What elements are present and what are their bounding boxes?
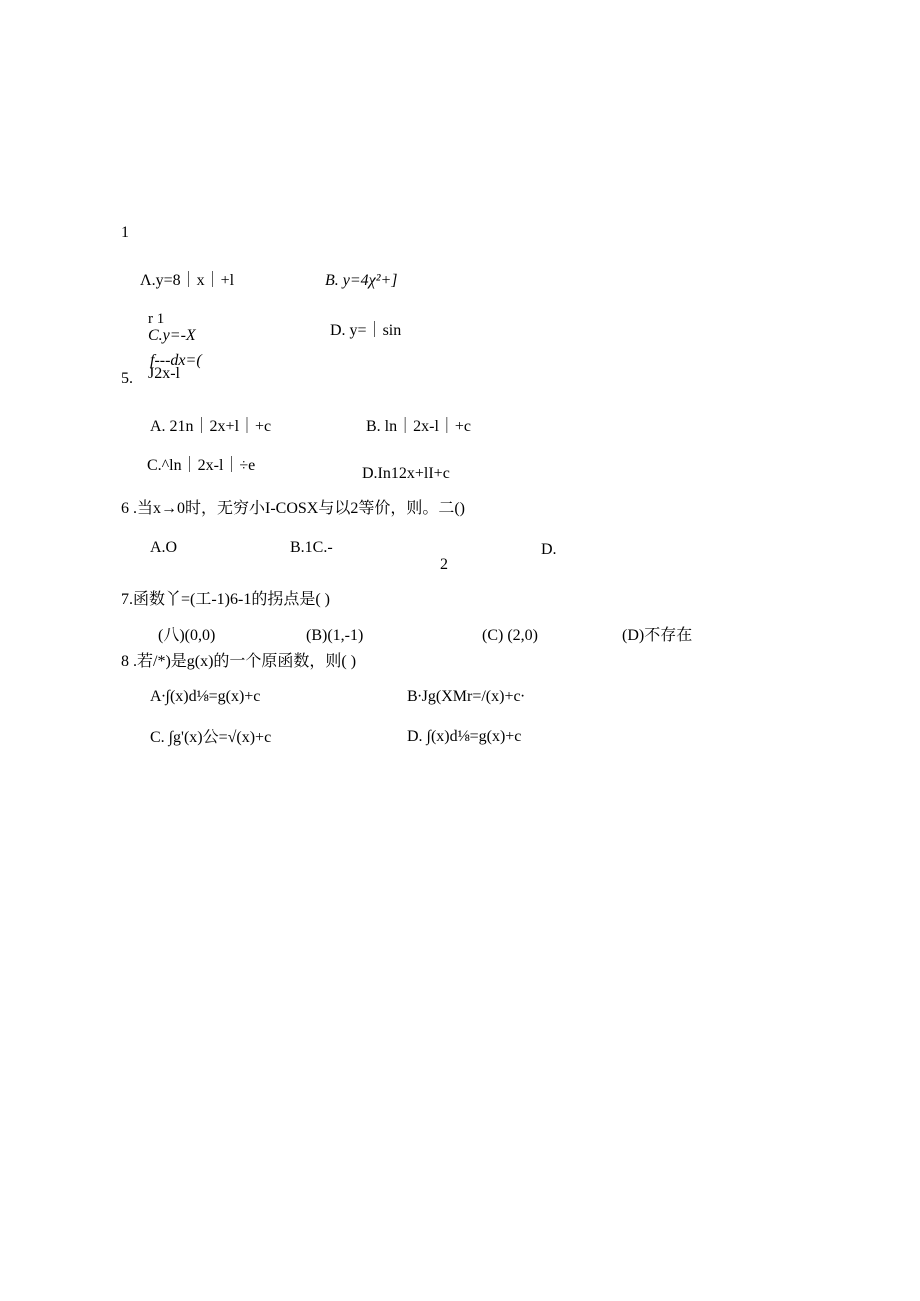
option-b: B∙Jg(XMr=/(x)+c∙: [407, 688, 525, 705]
question-stem: 8 .若/*)是g(x)的一个原函数，则( ): [121, 653, 357, 670]
question-stem: 6 .当x→0时，无穷小I-COSX与以2等价，则。二(): [121, 500, 465, 517]
option-a: A∙∫(x)d⅛=g(x)+c: [150, 688, 261, 705]
option-d: D. ∫(x)d⅛=g(x)+c: [407, 728, 522, 745]
fraction-denominator: 2: [440, 556, 448, 573]
option-c-numerator: r 1: [148, 311, 165, 327]
option-c: (C) (2,0): [482, 627, 538, 644]
option-c: C.y=-X: [148, 327, 196, 344]
question-stem: 7.函数丫=(工-1)6-1的拐点是( ): [121, 591, 330, 608]
option-b: (B)(1,-1): [306, 627, 364, 644]
option-d: D.: [541, 541, 557, 558]
option-a: A.O: [150, 539, 178, 556]
question-number: 5.: [121, 370, 133, 387]
option-b: B. ln｜2x-l｜+c: [366, 418, 472, 435]
option-a: A. 21n｜2x+l｜+c: [150, 418, 272, 435]
option-a: Λ.y=8｜x｜+l: [140, 272, 235, 289]
option-d: D. y=｜sin: [330, 322, 402, 339]
question-number: 1: [121, 224, 129, 241]
integral-expression: f---dx=(: [150, 352, 202, 369]
option-b: B. y=4χ²+]: [325, 272, 398, 289]
option-c: C. ∫g'(x)公=√(x)+c: [150, 729, 272, 746]
option-c: C.^ln｜2x-l｜÷e: [147, 457, 256, 474]
option-d: D.In12x+lI+c: [362, 465, 450, 482]
option-d: (D)不存在: [622, 627, 693, 644]
option-bc: B.1C.-: [290, 539, 333, 556]
integral-denominator: J2x-l: [148, 365, 180, 382]
option-a: (八)(0,0): [158, 627, 216, 644]
